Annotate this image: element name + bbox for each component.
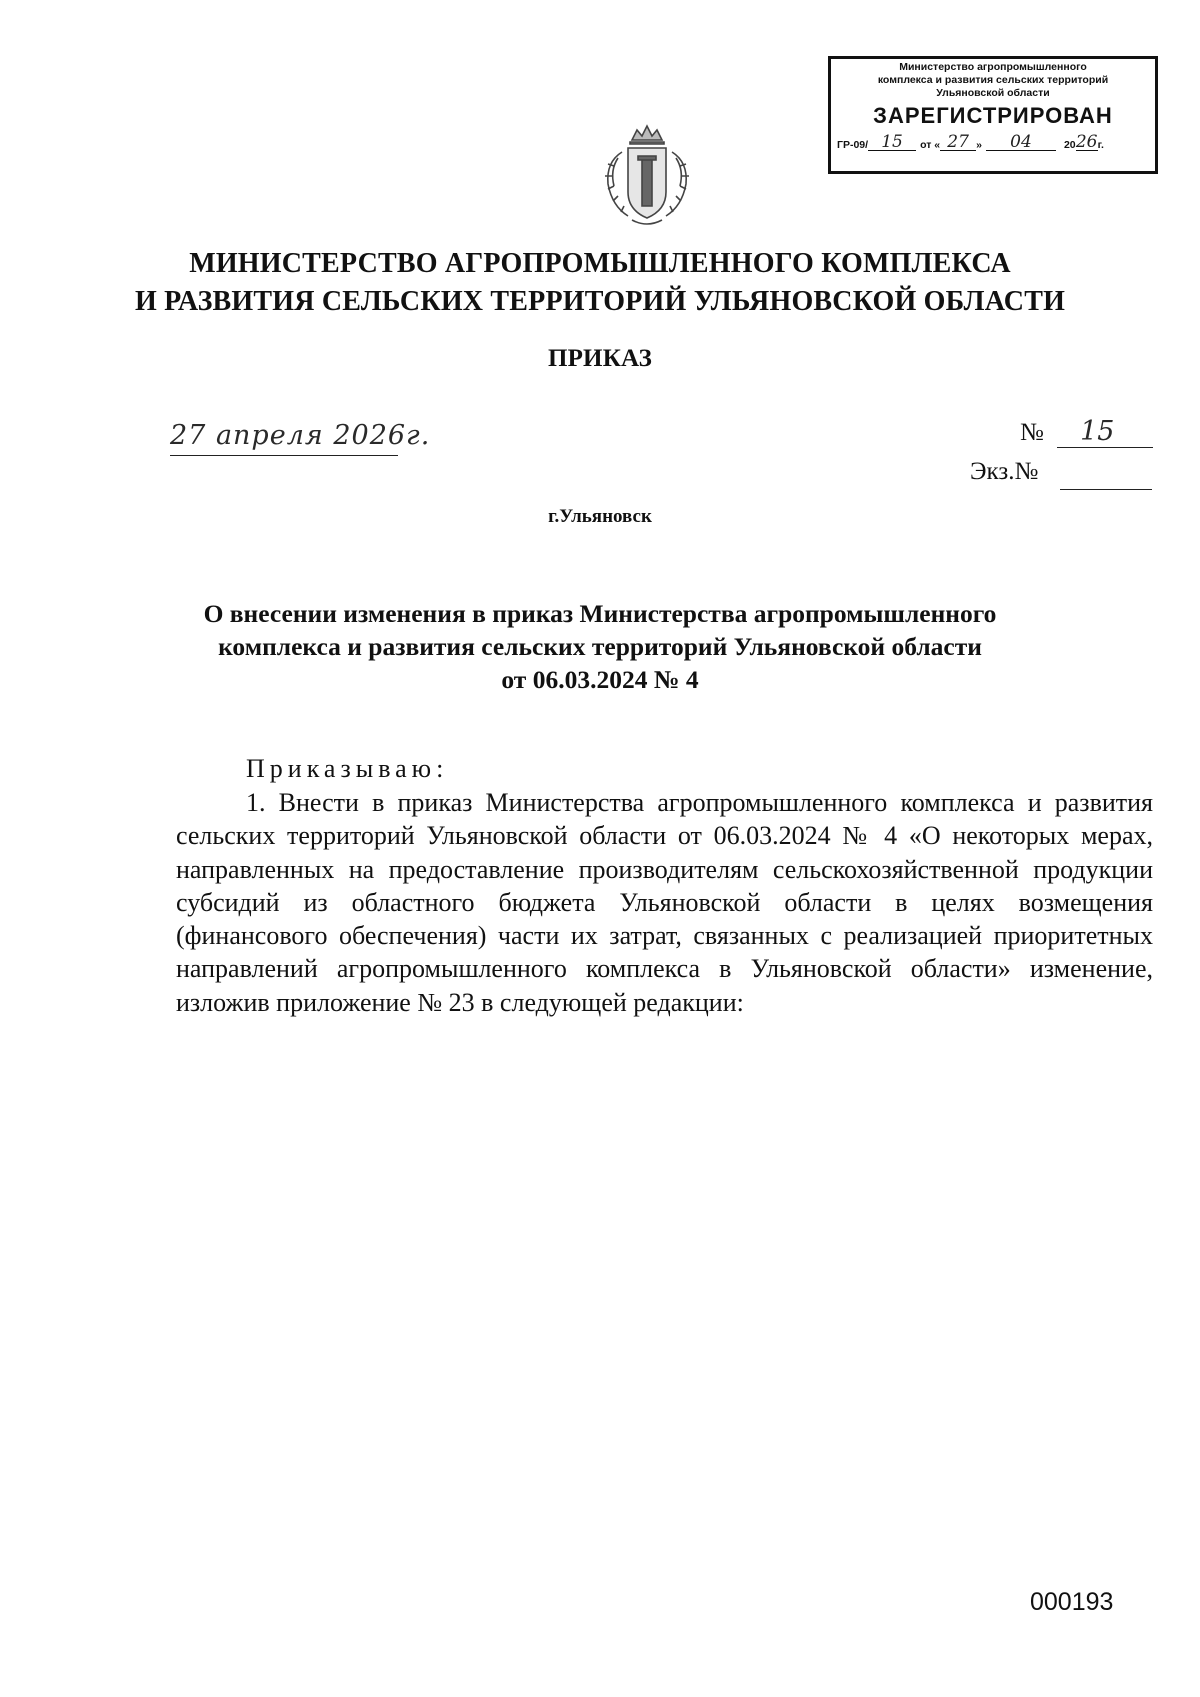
stamp-org-line: Ульяновской области <box>936 87 1050 99</box>
coat-of-arms-emblem <box>592 122 702 230</box>
order-subject <box>150 597 1050 696</box>
subject-line: комплекса и развития сельских территорий Ульяновской области <box>218 632 982 661</box>
stamp-prefix: ГР-09/ <box>837 139 869 151</box>
subject-line: от 06.03.2024 № 4 <box>501 665 699 694</box>
stamp-quote-close: » <box>976 139 982 151</box>
stamp-month: 04 <box>986 134 1056 151</box>
copy-number-underline <box>1060 489 1152 490</box>
stamp-title: ЗАРЕГИСТРИРОВАН <box>873 103 1113 128</box>
document-type: ПРИКАЗ <box>547 345 653 372</box>
date-underline <box>170 455 398 456</box>
order-number-label: № <box>1020 419 1044 446</box>
city: г.Ульяновск <box>548 506 652 527</box>
order-number-underline <box>1057 447 1153 448</box>
stamp-org-line: Министерство агропромышленного <box>899 61 1087 73</box>
ministry-name <box>100 245 1100 321</box>
order-number-value: 15 <box>1080 416 1115 447</box>
stamp-year-suffix: 26 <box>1075 132 1098 152</box>
stamp-year-prefix: 20 <box>1063 139 1076 151</box>
stamp-day: 27 <box>940 134 976 151</box>
stamp-year-end: г. <box>1097 139 1104 151</box>
page-code: 000193 <box>1030 1588 1114 1616</box>
stamp-org-line: комплекса и развития сельских территорий <box>877 74 1109 86</box>
stamp-reg-number: 15 <box>868 134 916 151</box>
registration-stamp <box>828 56 1158 174</box>
handwritten-date: 27 апреля 2026г. <box>170 420 431 451</box>
stamp-from-label: от « <box>920 139 941 151</box>
ministry-name-line2: И РАЗВИТИЯ СЕЛЬСКИХ ТЕРРИТОРИЙ УЛЬЯНОВСКОЙ ОБЛАСТИ <box>134 286 1066 317</box>
subject-line: О внесении изменения в приказ Министерства агропромышленного <box>203 599 997 628</box>
order-number <box>1020 416 1114 447</box>
stamp-registration-line <box>837 134 1149 151</box>
ministry-name-line1: МИНИСТЕРСТВО АГРОПРОМЫШЛЕННОГО КОМПЛЕКСА <box>189 248 1011 279</box>
order-intro: Приказываю: <box>246 754 449 783</box>
order-paragraph: 1. Внести в приказ Министерства агропромышленного комплекса и развития сельских территорий Ульяновской области от 06.03.2024 № 4 «О некоторых мерах, направленных на предоставление производителям сельскохозяйственной продукции субсидий из областного бюджета Ульяновской области в целях возмещения (финансового обеспечения) части их затрат, связанных с реализацией приоритетных направлений агропромышленного комплекса в Ульяновской области» изменение, изложив приложение № 23 в следующей редакции: <box>176 788 1153 1017</box>
copy-number-label: Экз.№ <box>970 458 1039 485</box>
